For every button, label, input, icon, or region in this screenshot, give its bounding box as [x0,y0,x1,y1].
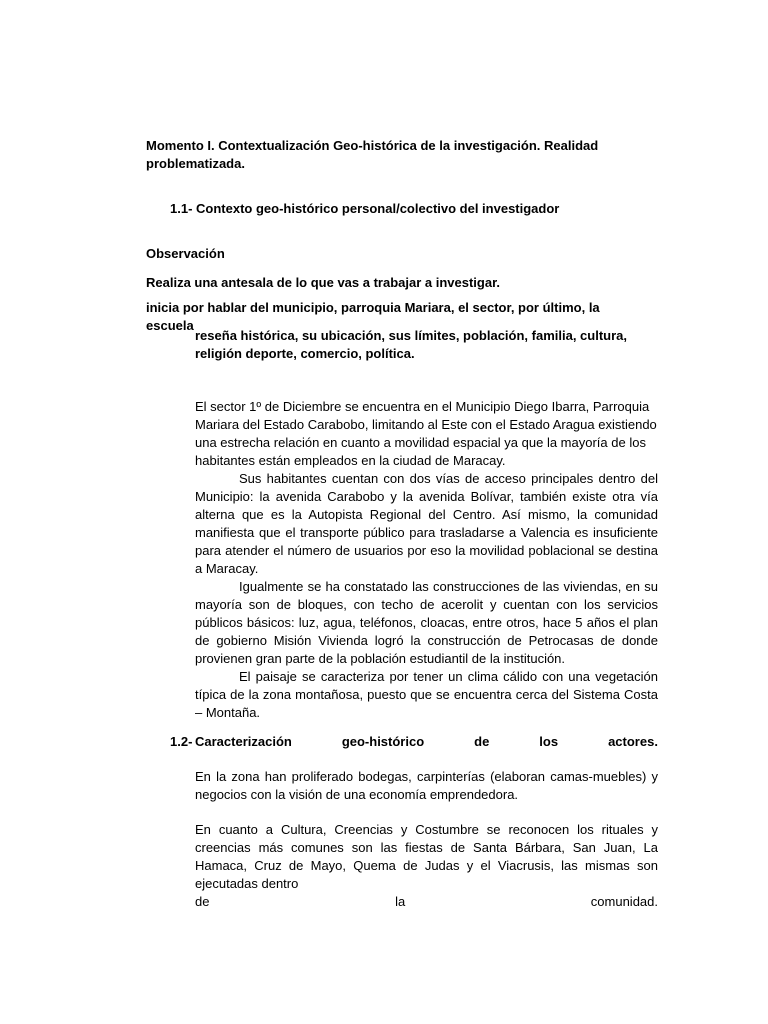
heading-word: geo-histórico [341,734,425,749]
title-line-2: problematizada. [146,156,245,171]
paragraph-culture-text: En cuanto a Cultura, Creencias y Costumbre se reconocen los rituales y creencias más comunes son las fiestas de Santa Bárbara, San Juan, La Hamaca, Cruz de Mayo, Quema de Judas y el Viacrusis, las mismas son ejecutadas dentro [195,822,658,891]
paragraph-sector-location: El sector 1º de Diciembre se encuentra en el Municipio Diego Ibarra, Parroquia Mariara del Estado Carabobo, limitando al Este con el Estado Aragua existiendo una estrecha relación en cuanto a movilidad espacial ya que la mayoría de los habitantes están empleados en la ciudad de Maracay. [195,399,657,468]
instruction-line-3: reseña histórica, su ubicación, sus límites, población, familia, cultura, religión deporte, comercio, política. [195,328,628,361]
heading-word: actores. [608,734,658,749]
culture-word: comunidad. [590,894,658,909]
instruction-line-1: Realiza una antesala de lo que vas a trabajar a investigar. [146,275,501,290]
section-heading-1-2 [195,733,658,751]
section-heading-1-2-number: 1.2- [170,734,193,749]
section-heading-1-1: 1.1- Contexto geo-histórico personal/colectivo del investigador [170,201,560,216]
culture-word: la [395,894,406,909]
culture-word: de [195,894,210,909]
paragraph-culture [195,821,658,911]
instruction-line-2: inicia por hablar del municipio, parroquia Mariara, el sector, por último, la escuela [146,300,600,333]
paragraph-culture-last-line [195,893,658,911]
heading-word: los [539,734,559,749]
heading-word: de [474,734,490,749]
paragraph-access-roads: Sus habitantes cuentan con dos vías de acceso principales dentro del Municipio: la avenida Carabobo y la avenida Bolívar, también existe otra vía alterna que es la Autopista Regional del Centro. Así mismo, la comunidad manifiesta que el transporte público para trasladarse a Valencia es insuficiente para atender el número de usuarios por eso la movilidad poblacional se destina a Maracay. [195,471,658,576]
paragraph-businesses: En la zona han proliferado bodegas, carpinterías (elaboran camas-muebles) y negocios con la visión de una economía emprendedora. [195,769,658,802]
paragraph-housing: Igualmente se ha constatado las construcciones de las viviendas, en su mayoría son de bloques, con techo de acerolit y cuentan con los servicios públicos básicos: luz, agua, teléfonos, cloacas, entre otros, hace 5 años el plan de gobierno Misión Vivienda logró la construcción de Petrocasas de donde provienen gran parte de la población estudiantil de la institución. [195,579,658,666]
body-text [195,398,658,722]
observation-label: Observación [146,246,225,261]
paragraph-landscape: El paisaje se caracteriza por tener un clima cálido con una vegetación típica de la zona montañosa, puesto que se encuentra cerca del Sistema Costa – Montaña. [195,669,658,720]
heading-word: Caracterización [195,734,292,749]
document-title [146,137,616,173]
title-line-1: Momento I. Contextualización Geo-histórica de la investigación. Realidad [146,138,599,153]
